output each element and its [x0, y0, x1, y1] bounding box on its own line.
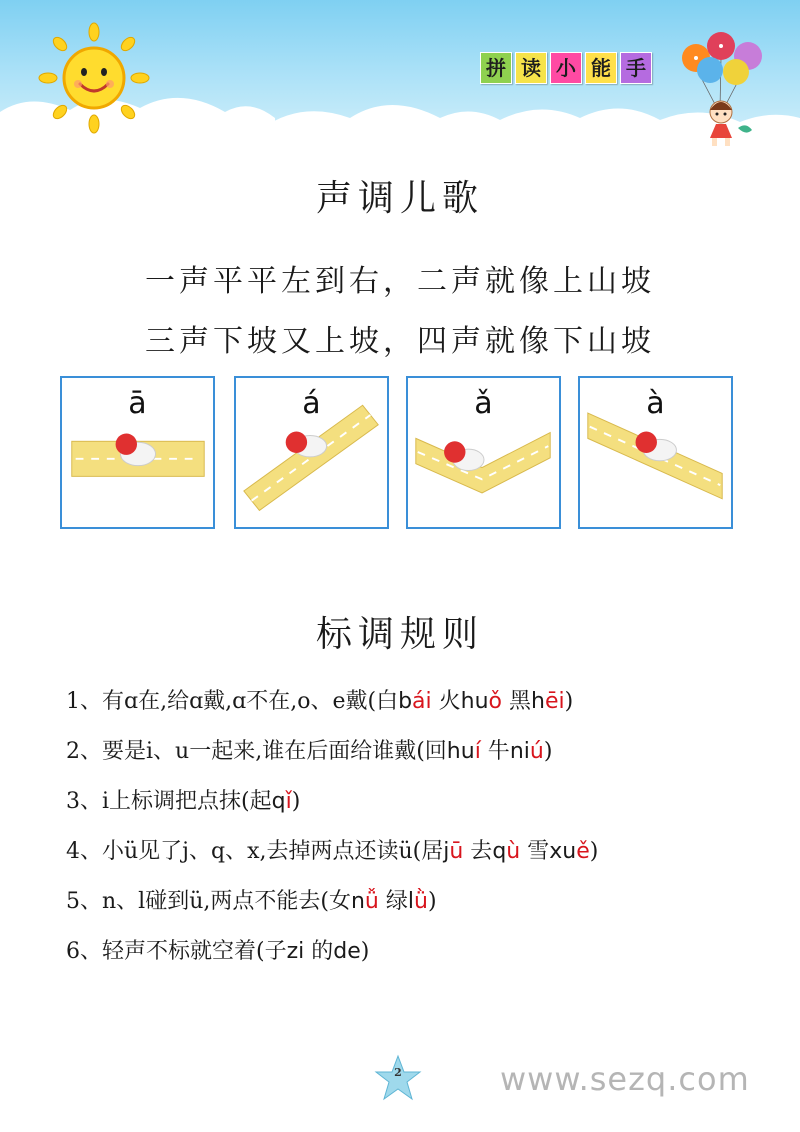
tone-mark: ā [128, 386, 147, 421]
rule-item [66, 732, 786, 782]
rule-number: 3、 [66, 789, 102, 814]
rule-text: 雪 [520, 839, 550, 864]
rule-text: ) [291, 789, 301, 814]
badge-char: 小 [550, 52, 582, 84]
pinyin: l [407, 889, 414, 914]
site-watermark: www.sezq.com [500, 1060, 750, 1098]
tone-panel-third [406, 376, 561, 529]
rule-number: 5、 [66, 889, 102, 914]
pinyin-tone: ù [506, 839, 521, 864]
song-line: 三声下坡又上坡，四声就像下山坡 [145, 324, 655, 359]
rule-text: ) [543, 739, 553, 764]
sun-icon [38, 22, 150, 134]
pinyin-tone: ǜ [413, 889, 428, 914]
tone-panel-first [60, 376, 215, 529]
pinyin-tone: ái [412, 689, 432, 714]
rule-text: 牛 [480, 739, 510, 764]
rule-text: i上标调把点抹(起 [102, 789, 272, 814]
pinyin: q [271, 789, 286, 814]
rule-text: 黑 [502, 689, 531, 714]
pinyin-tone: í [474, 739, 481, 764]
rule-item [66, 932, 786, 982]
girl-with-balloons-icon [666, 28, 778, 150]
rule-item [66, 682, 786, 732]
rules-title: 标调规则 [315, 614, 484, 655]
song-title: 声调儿歌 [315, 178, 484, 219]
pinyin: q [492, 839, 507, 864]
rule-item [66, 832, 786, 882]
rule-text: 的 [304, 939, 334, 964]
pinyin: n [350, 889, 365, 914]
pinyin-tone: ě [576, 839, 590, 864]
rule-text: ) [564, 689, 574, 714]
tone-mark: ǎ [474, 386, 493, 421]
badge-char: 能 [585, 52, 617, 84]
pinyin: h [531, 689, 545, 714]
pinyin: ni [509, 739, 530, 764]
rule-item [66, 882, 786, 932]
badge-char: 读 [515, 52, 547, 84]
pinyin-tone: ú [529, 739, 544, 764]
pinyin-tone: ǒ [488, 689, 502, 714]
tone-panel-fourth [578, 376, 733, 529]
pinyin: de [333, 939, 361, 964]
song-line: 一声平平左到右，二声就像上山坡 [145, 264, 655, 299]
rule-text: 小ü见了j、q、x,去掉两点还读ü(居 [102, 839, 444, 864]
rule-text: 要是i、u一起来,谁在后面给谁戴(回 [102, 739, 447, 764]
road-uphill-icon [236, 378, 387, 527]
pinyin-tone: ū [449, 839, 464, 864]
rule-text: 绿 [378, 889, 408, 914]
tone-mark: á [302, 386, 321, 421]
pinyin-tone: ǚ [364, 889, 379, 914]
pinyin: zi [286, 939, 305, 964]
rule-text: n、l碰到ü,两点不能去(女 [102, 889, 351, 914]
road-downhill-icon [580, 378, 731, 527]
rule-number: 4、 [66, 839, 102, 864]
road-down-up-icon [408, 378, 559, 527]
rule-text: ) [360, 939, 370, 964]
rule-text: 轻声不标就空着(子 [102, 939, 287, 964]
pinyin-tone: ēi [544, 689, 565, 714]
pinyin-tone: ǐ [285, 789, 292, 814]
rule-number: 6、 [66, 939, 102, 964]
rule-number: 1、 [66, 689, 102, 714]
rule-text: 去 [463, 839, 493, 864]
pinyin: xu [549, 839, 577, 864]
rule-number: 2、 [66, 739, 102, 764]
rule-text: ) [589, 839, 599, 864]
pinyin: b [398, 689, 413, 714]
rule-text: 火 [431, 689, 461, 714]
header-badges [480, 52, 652, 84]
pinyin: j [443, 839, 450, 864]
rule-text: ) [427, 889, 437, 914]
tone-panel-second [234, 376, 389, 529]
tone-mark: à [646, 386, 665, 421]
road-flat-icon [62, 378, 213, 527]
badge-char: 拼 [480, 52, 512, 84]
page-number: 2 [394, 1066, 402, 1079]
rules-list [66, 682, 786, 982]
rule-text: 有ɑ在,给ɑ戴,ɑ不在,o、e戴(白 [102, 689, 399, 714]
rule-item [66, 782, 786, 832]
pinyin: hu [460, 689, 489, 714]
badge-char: 手 [620, 52, 652, 84]
pinyin: hu [446, 739, 475, 764]
